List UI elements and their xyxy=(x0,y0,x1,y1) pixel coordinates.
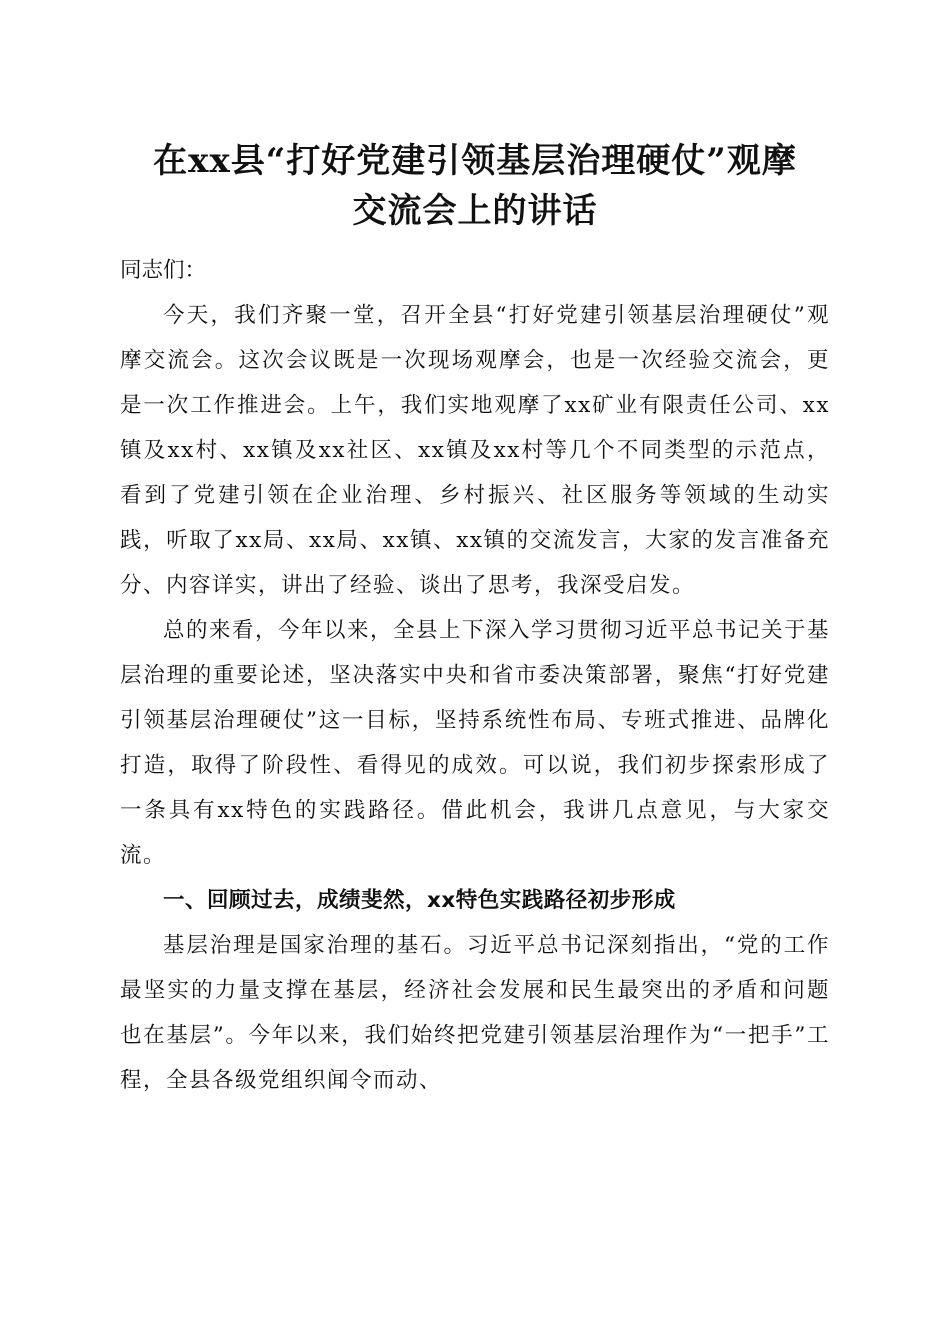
title-line-1: 在xx县“打好党建引领基层治理硬仗”观摩 xyxy=(153,141,797,181)
section-heading-1: 一、回顾过去，成绩斐然，xx特色实践路径初步形成 xyxy=(163,888,676,913)
title-line-2: 交流会上的讲话 xyxy=(352,191,598,231)
paragraph-section-1: 基层治理是国家治理的基石。习近平总书记深刻指出，“党的工作最坚实的力量支撑在基层，经济社会发展和民生最突出的矛盾和问题也在基层”。今年以来，我们始终把党建引领基层治理作为“一把手”工程，全县各级党组织闻令而动、 xyxy=(120,933,830,1093)
document-title xyxy=(100,136,850,236)
paragraph-overview: 总的来看，今年以来，全县上下深入学习贯彻习近平总书记关于基层治理的重要论述，坚决落实中央和省市委决策部署，聚焦“打好党建引领基层治理硬仗”这一目标，坚持系统性布局、专班式推进、品牌化打造，取得了阶段性、看得见的成效。可以说，我们初步探索形成了一条具有xx特色的实践路径。借此机会，我讲几点意见，与大家交流。 xyxy=(120,618,831,868)
salutation: 同志们： xyxy=(120,258,207,283)
document-body xyxy=(120,248,830,1103)
paragraph-opening: 今天，我们齐聚一堂，召开全县“打好党建引领基层治理硬仗”观摩交流会。这次会议既是一次现场观摩会，也是一次经验交流会，更是一次工作推进会。上午，我们实地观摩了xx矿业有限责任公司、xx镇及xx村、xx镇及xx社区、xx镇及xx村等几个不同类型的示范点，看到了党建引领在企业治理、乡村振兴、社区服务等领域的生动实践，听取了xx局、xx局、xx镇、xx镇的交流发言，大家的发言准备充分、内容详实，讲出了经验、谈出了思考，我深受启发。 xyxy=(120,303,830,598)
